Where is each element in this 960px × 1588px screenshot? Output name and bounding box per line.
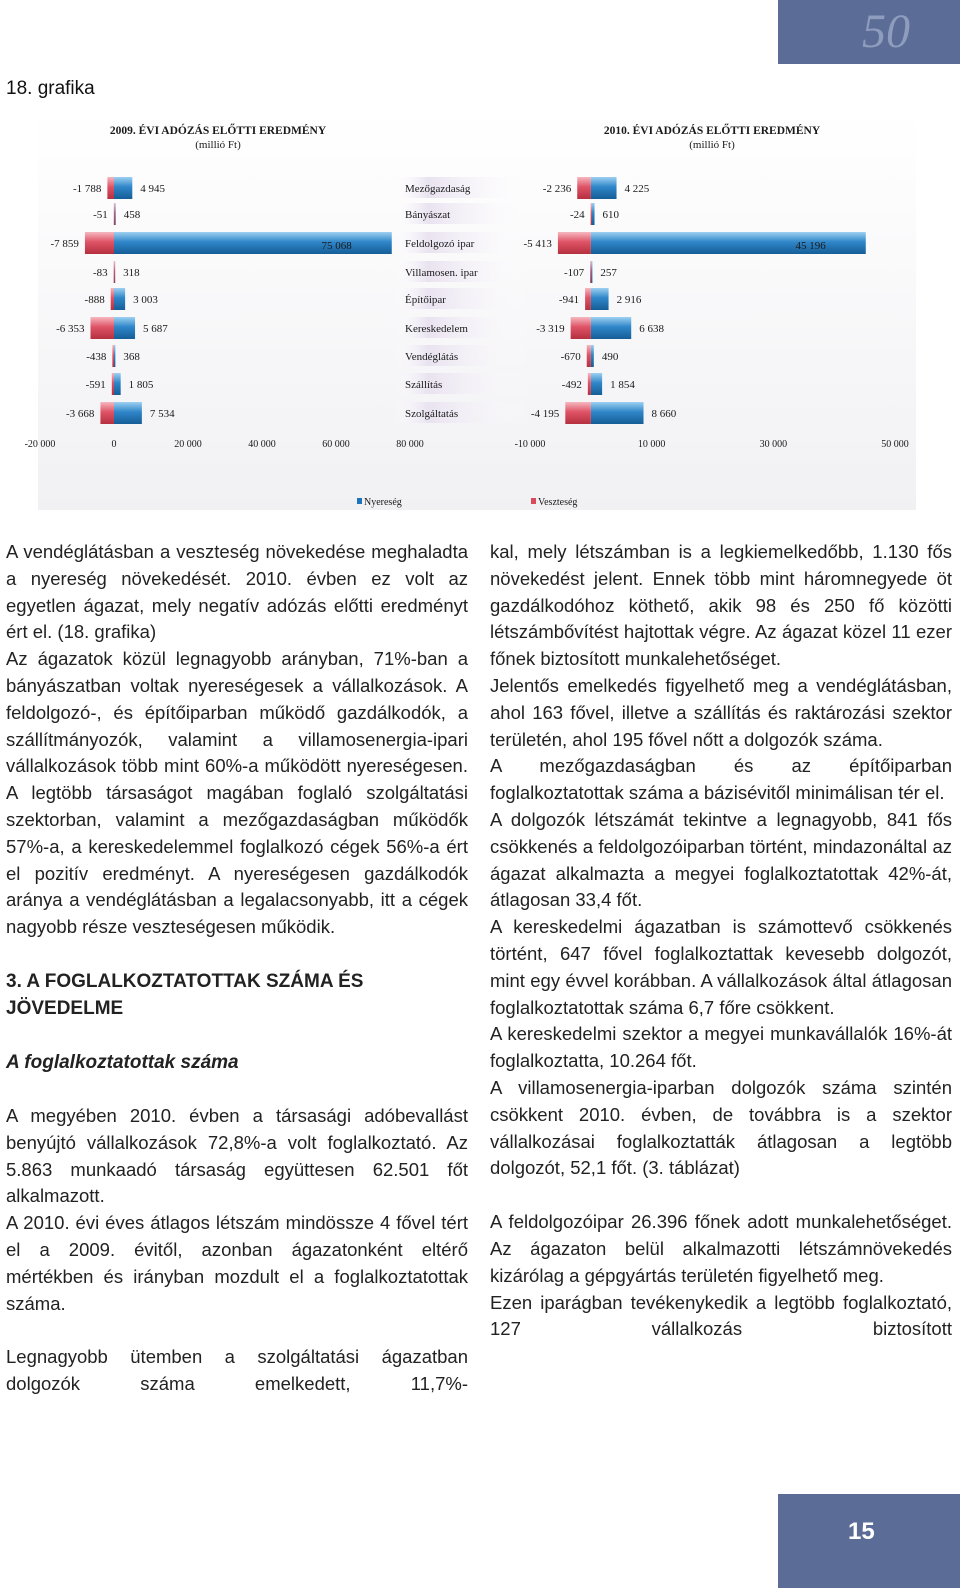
figure-title: 18. grafika [6, 78, 95, 99]
profit-value-label: 318 [123, 267, 140, 279]
right-text-column [490, 539, 952, 1343]
x-tick-label: 80 000 [396, 439, 424, 450]
profit-value-label: 458 [123, 209, 141, 221]
legend-swatch-profit [357, 498, 362, 504]
paragraph: Legnagyobb ütemben a szolgáltatási ágazatban dolgozók száma emelkedett, 11,7%- [6, 1346, 468, 1395]
x-tick-label: -20 000 [24, 439, 56, 450]
loss-value-label: -5 413 [523, 238, 552, 250]
loss-bar [90, 317, 114, 339]
loss-value-label: -438 [86, 351, 107, 363]
paragraph: A mezőgazdaságban és az építőiparban foglalkoztatottak száma a bázisévitől minimálisan tér el. [490, 755, 952, 804]
paragraph: Jelentős emelkedés figyelhető meg a vendéglátásban, ahol 163 fővel, illetve a szállítás és raktározási szektor területén, ahol 195 fővel nőtt a dolgozók száma. [490, 674, 952, 750]
loss-value-label: -941 [558, 294, 580, 306]
paragraph: Ezen iparágban tevékenykedik a legtöbb foglalkoztató, 127 vállalkozás biztosított [490, 1291, 952, 1340]
loss-value-label: -492 [561, 379, 582, 391]
profit-bar [591, 177, 617, 199]
profit-value-label: 610 [602, 209, 620, 221]
chart-background [38, 110, 916, 510]
profit-bar [591, 402, 644, 424]
loss-bar [114, 261, 115, 283]
profit-value-label: 8 660 [651, 408, 677, 420]
profit-value-label: 257 [600, 267, 617, 279]
profit-value-label: 3 003 [133, 294, 158, 306]
x-tick-label: 20 000 [174, 439, 202, 450]
profit-value-label: 7 534 [149, 408, 175, 420]
profit-bar [591, 317, 631, 339]
profit-value-label: 75 068 [321, 240, 352, 252]
loss-bar [585, 288, 591, 310]
legend-label-profit: Nyereség [364, 497, 402, 508]
paragraph: kal, mely létszámban is a legkiemelkedőbb, 1.130 fős növekedést jelent. Ennek több mint háromnegyede öt gazdálkodóhoz köthető, akik 98 és 250 fő közötti létszámbővítést hajtottak végre. Az ágazat közel 11 ezer főnek biztosított munkalehetőséget. [490, 541, 952, 670]
paragraph: Az ágazatok közül legnagyobb arányban, 71%-ban a bányászatban voltak nyereségesek a vállalkozások. A feldolgozó-, és építőiparban működő gazdálkodók, a szállítmányozók, valamint a villamosenergia-ipari vállalkozások több mint 60%-a működött nyereségesen. A legtöbb társaságot magában foglaló szolgáltatási szektorban, valamint a mezőgazdaságban működők 57%-a, a kereskedelemmel foglalkozó cégek 56%-a ért el pozitív eredményt. A nyereségesen gazdálkodók aránya a vendéglátásban a legalacsonyabb, itt a cégek nagyobb része veszteségesen működik. [6, 648, 468, 938]
loss-bar [111, 288, 114, 310]
loss-bar [587, 345, 591, 367]
legend-swatch-loss [531, 498, 536, 504]
loss-value-label: -3 319 [536, 323, 565, 335]
logo-box [778, 0, 960, 64]
profit-bar [114, 373, 121, 395]
x-tick-label: 60 000 [322, 439, 350, 450]
profit-value-label: 4 945 [140, 183, 166, 195]
subsection-heading: A foglalkoztatottak száma [6, 1051, 239, 1073]
x-tick-label: 40 000 [248, 439, 276, 450]
x-tick-label: 30 000 [759, 439, 788, 450]
profit-bar [591, 288, 609, 310]
loss-bar [100, 402, 114, 424]
loss-value-label: -7 859 [50, 238, 79, 250]
x-tick-label: 50 000 [881, 439, 909, 450]
paragraph: A feldolgozóipar 26.396 főnek adott munkalehetőséget. Az ágazaton belül alkalmazotti létszámnövekedés kizárólag a gépgyártás területén figyelhető meg. [490, 1211, 952, 1286]
profit-bar [114, 288, 125, 310]
category-label: Szállítás [405, 379, 443, 391]
loss-value-label: -591 [85, 379, 106, 391]
category-label: Villamosen. ipar [405, 267, 478, 279]
x-tick-label: 10 000 [637, 439, 666, 450]
loss-value-label: -2 236 [542, 183, 572, 195]
chart-subtitle: (millió Ft) [195, 139, 241, 151]
chart-title: 2010. ÉVI ADÓZÁS ELŐTTI EREDMÉNY [603, 125, 821, 137]
loss-value-label: -670 [560, 351, 581, 363]
loss-value-label: -4 195 [530, 408, 560, 420]
profit-value-label: 490 [601, 351, 619, 363]
profit-loss-chart [0, 110, 960, 520]
category-label: Szolgáltatás [405, 408, 459, 420]
profit-value-label: 368 [123, 351, 140, 363]
paragraph: A villamosenergia-iparban dolgozók száma szintén csökkent 2010. évben, de továbbra is a szektor vállalkozásai foglalkoztatták átlagosan a legtöbb dolgozót, 52,1 főt. (3. táblázat) [490, 1076, 952, 1179]
loss-bar [588, 373, 591, 395]
category-label: Feldolgozó ipar [405, 238, 475, 250]
loss-bar [571, 317, 591, 339]
profit-bar [591, 345, 594, 367]
loss-bar [112, 373, 114, 395]
profit-value-label: 6 638 [639, 323, 664, 335]
paragraph: A dolgozók létszámát tekintve a legnagyobb, 841 fős csökkenés a feldolgozóiparban történt, mindazonáltal az ágazat alkalmazta a megyei foglalkoztatottak 42%-át, átlagosan 33,4 főt. [490, 808, 952, 911]
profit-value-label: 4 225 [624, 183, 650, 195]
loss-value-label: -83 [93, 267, 108, 279]
profit-value-label: 1 854 [610, 379, 635, 391]
loss-bar [590, 261, 591, 283]
left-text-column [6, 539, 468, 1398]
legend-label-loss: Veszteség [538, 497, 578, 508]
loss-bar [565, 402, 591, 424]
profit-bar [114, 402, 142, 424]
profit-bar [591, 373, 602, 395]
category-label: Bányászat [405, 209, 451, 221]
loss-value-label: -3 668 [66, 408, 95, 420]
section-heading: 3. A FOGLALKOZTATOTTAK SZÁMA ÉS JÖVEDELME [6, 970, 364, 1019]
chart-title: 2009. ÉVI ADÓZÁS ELŐTTI EREDMÉNY [109, 125, 327, 137]
profit-bar [114, 345, 115, 367]
paragraph: A vendéglátásban a veszteség növekedése meghaladta a nyereség növekedését. 2010. évben ez volt az egyetlen ágazat, mely negatív adózás előtti eredményt ért el. (18. grafika) [6, 541, 468, 643]
category-label: Vendéglátás [405, 351, 459, 363]
x-tick-label: 0 [111, 439, 117, 450]
paragraph: A megyében 2010. évben a társasági adóbevallást benyújtó vállalkozások 72,8%-a volt foglalkoztató. Az 5.863 munkaadó társaság együttesen 62.501 főt alkalmazott. [6, 1104, 468, 1207]
anniversary-logo: 50 [862, 5, 910, 58]
loss-bar [591, 203, 592, 225]
profit-value-label: 5 687 [143, 323, 168, 335]
profit-value-label: 1 805 [128, 379, 154, 391]
x-tick-label: -10 000 [514, 439, 546, 450]
chart-subtitle: (millió Ft) [689, 139, 735, 151]
profit-bar [114, 177, 132, 199]
loss-value-label: -888 [84, 294, 105, 306]
paragraph: A kereskedelmi szektor a megyei munkavállalók 16%-át foglalkoztatta, 10.264 főt. [490, 1023, 952, 1072]
loss-bar [558, 232, 591, 254]
category-label: Építőipar [405, 294, 446, 306]
category-label: Kereskedelem [405, 323, 468, 335]
loss-value-label: -1 788 [72, 183, 102, 195]
loss-bar [114, 203, 115, 225]
profit-bar [114, 317, 135, 339]
profit-value-label: 45 196 [795, 240, 826, 252]
profit-value-label: 2 916 [616, 294, 642, 306]
paragraph: A 2010. évi éves átlagos létszám mindössze 4 fővel tért el a 2009. évitől, azonban ágazatonként eltérő mértékben és irányban mozdult el a foglalkoztatottak száma. [6, 1212, 468, 1314]
loss-value-label: -6 353 [56, 323, 85, 335]
category-label: Mezőgazdaság [405, 183, 471, 195]
loss-value-label: -107 [564, 267, 585, 279]
loss-bar [85, 232, 114, 254]
paragraph: A kereskedelmi ágazatban is számottevő csökkenés történt, 647 fővel foglalkoztattak kevesebb dolgozót, mint egy évvel korábban. A vállalkozások által átlagosan foglalkoztatottak száma 6,7 főre csökkent. [490, 916, 952, 1018]
loss-value-label: -24 [570, 209, 585, 221]
loss-bar [107, 177, 114, 199]
loss-value-label: -51 [93, 209, 108, 221]
page-number: 15 [848, 1518, 875, 1545]
loss-bar [577, 177, 591, 199]
loss-bar [112, 345, 114, 367]
